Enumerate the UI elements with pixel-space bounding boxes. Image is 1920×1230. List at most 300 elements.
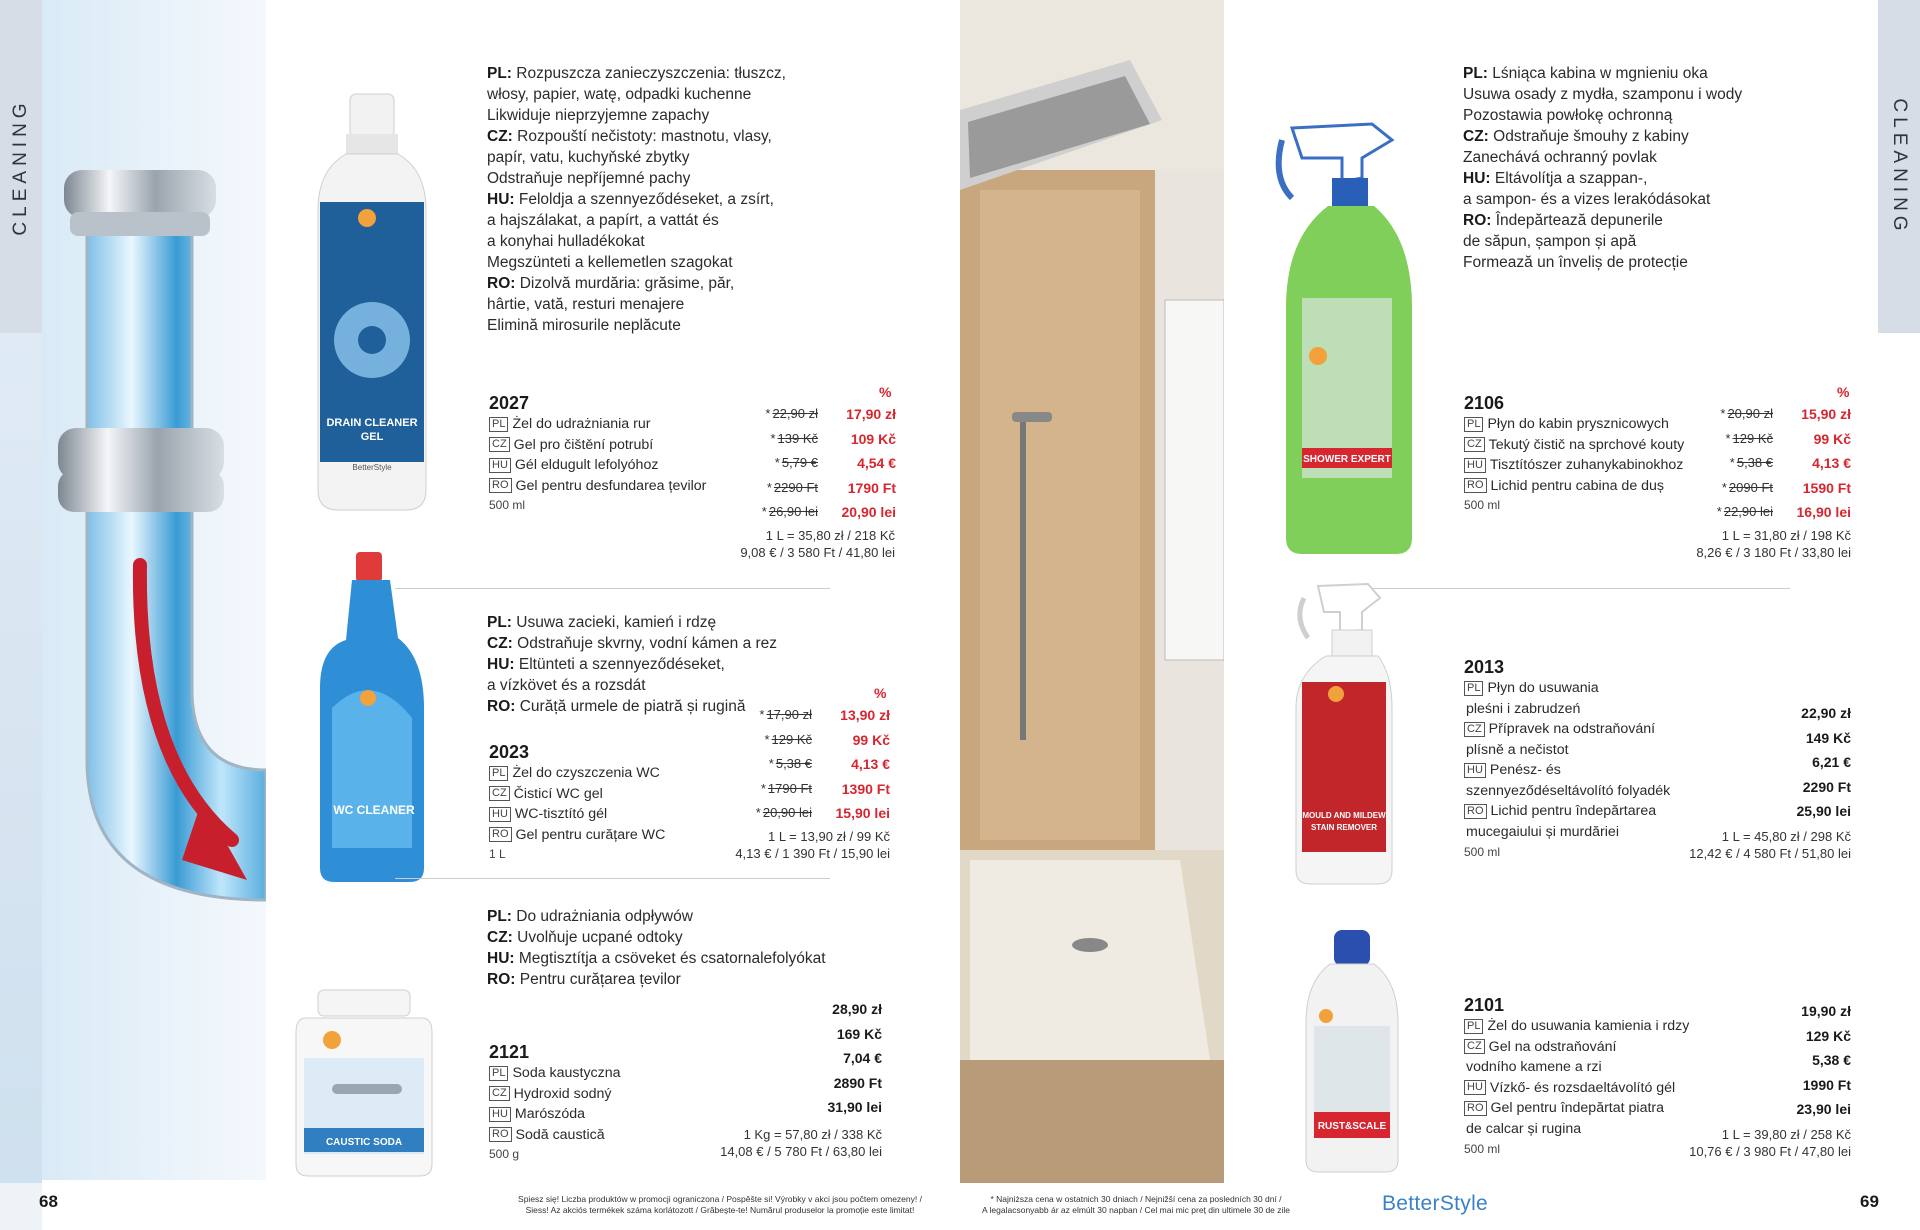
lowest-price-asterisk: * [1720, 406, 1726, 421]
product-2027-names [489, 414, 706, 496]
unit-price-line: 12,42 € / 4 580 Ft / 51,80 lei [1689, 846, 1851, 861]
product-name-row [1464, 414, 1684, 435]
price-row [1700, 999, 1851, 1024]
product-name-row [1464, 760, 1670, 781]
product-2106-description [1463, 63, 1742, 273]
price-row [740, 451, 896, 476]
promo-price: 99 Kč [1813, 430, 1851, 447]
drain-cleaner-bottle-image [312, 90, 432, 520]
price-row [1700, 701, 1851, 726]
description-text: a vízkövet és a rozsdát [487, 677, 646, 694]
pipe-illustration [42, 0, 266, 1180]
product-name: Lichid pentru îndepărtarea [1490, 803, 1657, 819]
lowest-price-asterisk: * [759, 707, 765, 722]
language-code-box: RO [1464, 478, 1487, 493]
product-2121-description [487, 906, 826, 990]
product-name: Penész- és [1489, 762, 1561, 778]
description-line [487, 210, 786, 231]
language-code-box: PL [489, 766, 508, 781]
price-row [1700, 1073, 1851, 1098]
language-code-box: RO [489, 478, 512, 493]
product-name: Vízkő- és rozsdaeltávolító gél [1489, 1079, 1676, 1096]
promo-price: 4,13 € [1812, 455, 1851, 471]
svg-text:MOULD AND MILDEW: MOULD AND MILDEW [1302, 811, 1386, 820]
language-code-box: CZ [489, 1086, 510, 1101]
product-name: Płyn do usuwania [1487, 680, 1599, 696]
footnote-line: A legalacsonyabb ár az elmúlt 30 napban / Cel mai mic preț din ultimele 30 de zile [981, 1205, 1291, 1215]
language-code-box: HU [489, 1107, 511, 1122]
description-text: Curăță urmele de piatră și rugină [519, 698, 746, 715]
price: 1990 Ft [1802, 1076, 1851, 1093]
product-name-row [1464, 435, 1684, 456]
description-line [487, 231, 786, 252]
price: 129 Kč [1805, 1027, 1851, 1044]
product-name-continuation: szennyeződéseltávolító folyadék [1466, 782, 1671, 799]
old-price: 129 Kč [771, 731, 812, 747]
brand-logo [1382, 1192, 1488, 1216]
description-text: Dizolvă murdăria: grăsime, păr, [519, 275, 735, 292]
lowest-price-asterisk: * [765, 406, 771, 421]
product-name-row [1464, 801, 1670, 822]
language-prefix: PL: [487, 65, 512, 82]
old-price: 17,90 zł [766, 707, 812, 722]
old-price: 5,38 € [775, 756, 812, 771]
description-line [487, 969, 826, 990]
product-name: Tekutý čistič na sprchové kouty [1488, 436, 1685, 453]
language-prefix: CZ: [487, 635, 513, 652]
old-price: 129 Kč [1732, 430, 1773, 446]
description-line [1463, 252, 1742, 273]
product-2121-unit-price [677, 1126, 882, 1160]
price-row [1700, 799, 1851, 824]
description-text: włosy, papier, watę, odpadki kuchenne [487, 86, 752, 103]
price: 22,90 zł [1801, 705, 1851, 721]
language-prefix: HU: [1463, 170, 1491, 187]
product-2106-volume: 500 ml [1464, 498, 1501, 512]
promo-price: 99 Kč [852, 731, 890, 748]
product-2027-volume: 500 ml [489, 498, 526, 512]
description-text: Pentru curățarea țevilor [519, 971, 681, 988]
price: 7,04 € [843, 1050, 882, 1066]
description-line [487, 189, 786, 210]
description-text: Odstraňuje skvrny, vodní kámen a rez [517, 635, 778, 652]
price-row [740, 500, 896, 525]
caustic-soda-container-image [292, 988, 436, 1178]
product-name-row [1464, 455, 1684, 476]
price-row [1697, 427, 1851, 452]
product-name-continuation: pleśni i zabrudzeń [1466, 700, 1581, 717]
old-price: 139 Kč [777, 430, 818, 446]
language-code-box: RO [489, 1127, 512, 1142]
product-2121-volume: 500 g [489, 1147, 520, 1161]
product-2023-code: 2023 [489, 742, 530, 762]
unit-price-line: 8,26 € / 3 180 Ft / 33,80 lei [1696, 545, 1851, 560]
unit-price-line: 1 L = 13,90 zł / 99 Kč [767, 829, 890, 844]
description-line [487, 126, 786, 147]
product-name-row [489, 1084, 621, 1105]
language-code-box: CZ [1464, 437, 1485, 452]
description-line [1463, 147, 1742, 168]
divider [1370, 588, 1790, 589]
footnote-line: * Najniższa cena w ostatnich 30 dniach / Nejnižší cena za posledních 30 dní / [990, 1194, 1282, 1204]
language-prefix: CZ: [487, 128, 513, 145]
description-text: Zanechává ochranný povlak [1463, 149, 1657, 166]
product-2106-names [1464, 414, 1684, 496]
description-text: Usuwa zacieki, kamień i rdzę [516, 614, 717, 631]
shower-expert-spray-image [1272, 118, 1422, 558]
unit-price-line: 10,76 € / 3 980 Ft / 47,80 lei [1689, 1144, 1851, 1159]
language-code-box: CZ [1464, 1039, 1485, 1054]
product-name-continuation: plísně a nečistot [1466, 741, 1569, 758]
promo-price: 1390 Ft [841, 780, 890, 797]
language-prefix: HU: [487, 950, 515, 967]
unit-price-line: 1 L = 39,80 zł / 258 Kč [1721, 1127, 1851, 1142]
price-row [734, 801, 890, 826]
category-tab-left [0, 0, 42, 333]
description-text: a hajszálakat, a papírt, a vattát és [487, 212, 719, 229]
price-row [734, 777, 890, 802]
product-name-row [489, 784, 665, 805]
old-price: 20,90 lei [762, 805, 812, 820]
description-text: hârtie, vată, resturi menajere [487, 296, 685, 313]
discount-percent-mark: % [879, 384, 892, 400]
promo-price: 16,90 lei [1796, 504, 1851, 520]
language-code-box: CZ [489, 786, 510, 801]
product-2023-description [487, 612, 777, 717]
language-prefix: HU: [487, 191, 515, 208]
description-line [1463, 84, 1742, 105]
price-row [1697, 476, 1851, 501]
product-2027-prices [740, 402, 896, 525]
price-row [734, 752, 890, 777]
description-line [1463, 231, 1742, 252]
language-code-box: RO [1464, 1101, 1487, 1116]
product-name-row [489, 435, 706, 456]
old-price: 22,90 zł [772, 406, 818, 421]
product-name: Lichid pentru cabina de duș [1490, 477, 1665, 494]
product-2027-unit-price [690, 527, 895, 561]
product-name-row [1464, 678, 1670, 699]
language-code-box: CZ [489, 437, 510, 452]
product-2106-unit-price [1646, 527, 1851, 561]
description-text: Pozostawia powłokę ochronną [1463, 107, 1673, 124]
description-text: a konyhai hulladékokat [487, 233, 645, 250]
product-name: WC-tisztító gél [514, 806, 608, 822]
lowest-price-asterisk: * [1716, 504, 1722, 519]
description-line [487, 84, 786, 105]
promo-price: 4,13 € [851, 756, 890, 772]
product-2101-names [1464, 1016, 1689, 1139]
language-code-box: PL [489, 417, 508, 432]
product-name: Tisztítószer zuhanykabinokhoz [1489, 457, 1684, 473]
product-2101-prices [1700, 999, 1851, 1122]
description-line [1463, 63, 1742, 84]
description-text: Eltávolítja a szappan-, [1494, 170, 1648, 187]
svg-text:STAIN REMOVER: STAIN REMOVER [1310, 823, 1378, 832]
description-line [487, 294, 786, 315]
price-row [740, 997, 882, 1022]
description-text: a sampon- és a vizes lerakódásokat [1463, 191, 1711, 208]
footnote-left [505, 1194, 935, 1216]
product-2106-prices [1697, 402, 1851, 525]
language-code-box: CZ [1464, 722, 1485, 737]
product-name: Marószóda [514, 1106, 586, 1122]
rust-scale-bottle-image [1302, 926, 1402, 1176]
description-line [487, 927, 826, 948]
product-name: Płyn do kabin prysznicowych [1487, 416, 1669, 432]
product-name: Żel do czyszczenia WC [512, 765, 660, 781]
description-line [487, 315, 786, 336]
product-2101-unit-price [1646, 1126, 1851, 1160]
product-name: Żel do usuwania kamienia i rdzy [1487, 1018, 1690, 1034]
product-name: Gel na odstraňování [1488, 1038, 1617, 1055]
description-line [487, 633, 777, 654]
product-name-continuation: de calcar și rugina [1466, 1120, 1582, 1137]
product-name: Gel pentru îndepărtat piatra [1490, 1100, 1665, 1116]
promo-price: 13,90 zł [840, 707, 890, 723]
unit-price-line: 1 L = 35,80 zł / 218 Kč [765, 528, 895, 543]
description-line [487, 147, 786, 168]
product-2027-code: 2027 [489, 393, 530, 413]
description-text: Elimină mirosurile neplăcute [487, 317, 681, 334]
product-2013-code: 2013 [1464, 657, 1505, 677]
language-prefix: RO: [487, 698, 516, 715]
product-2101-code: 2101 [1464, 995, 1505, 1015]
promo-price: 4,54 € [857, 455, 896, 471]
description-line [487, 654, 777, 675]
product-name-row [1464, 719, 1670, 740]
lowest-price-asterisk: * [755, 805, 761, 820]
product-2106-code: 2106 [1464, 393, 1505, 413]
description-text: Eltünteti a szennyeződéseket, [518, 656, 725, 673]
discount-percent-mark: % [874, 685, 887, 701]
lowest-price-asterisk: * [760, 780, 766, 796]
price-row [1700, 775, 1851, 800]
description-line [1463, 168, 1742, 189]
footnote-line: Spiesz się! Liczba produktów w promocji ograniczona / Pospěšte si! Výrobky v akci jsou počtem omezeny! / [518, 1194, 922, 1204]
description-text: Usuwa osady z mydła, szamponu i wody [1463, 86, 1743, 103]
language-code-box: PL [1464, 681, 1483, 696]
category-label: CLEANING [10, 97, 31, 236]
language-code-box: HU [1464, 458, 1486, 473]
price-row [1700, 1097, 1851, 1122]
old-price: 1790 Ft [767, 780, 812, 796]
unit-price-line: 1 Kg = 57,80 zł / 338 Kč [743, 1127, 882, 1142]
product-2121-prices [740, 997, 882, 1120]
shower-photo [960, 0, 1224, 1183]
product-name-row [489, 804, 665, 825]
product-name: Gel pro čištění potrubí [513, 436, 654, 453]
language-prefix: PL: [487, 614, 512, 631]
promo-price: 20,90 lei [841, 504, 896, 520]
promo-price: 15,90 zł [1801, 406, 1851, 422]
old-price: 22,90 lei [1723, 504, 1773, 519]
lowest-price-asterisk: * [1721, 479, 1727, 495]
description-text: Rozpuszcza zanieczyszczenia: tłuszcz, [516, 65, 786, 82]
language-prefix: PL: [487, 908, 512, 925]
svg-text:WC CLEANER: WC CLEANER [333, 803, 415, 817]
promo-price: 1590 Ft [1802, 479, 1851, 496]
product-name-row [489, 763, 665, 784]
price: 169 Kč [836, 1025, 882, 1042]
product-2023-volume: 1 L [489, 847, 506, 861]
price: 6,21 € [1812, 754, 1851, 770]
promo-price: 15,90 lei [835, 805, 890, 821]
lowest-price-asterisk: * [774, 455, 780, 470]
product-2023-prices [734, 703, 890, 826]
price-row [740, 1095, 882, 1120]
language-prefix: RO: [1463, 212, 1492, 229]
price: 2290 Ft [1802, 778, 1851, 795]
price: 23,90 lei [1796, 1101, 1851, 1117]
lowest-price-asterisk: * [1729, 455, 1735, 470]
product-name-row [489, 476, 706, 497]
description-text: Do udrażniania odpływów [516, 908, 693, 925]
product-name: Gel pentru curățare WC [515, 826, 666, 843]
svg-text:DRAIN CLEANER: DRAIN CLEANER [326, 417, 418, 429]
description-text: Megszünteti a kellemetlen szagokat [487, 254, 733, 271]
product-name-row [489, 455, 706, 476]
language-code-box: RO [489, 827, 512, 842]
price-row [1697, 402, 1851, 427]
price-row [734, 703, 890, 728]
language-code-box: HU [489, 458, 511, 473]
description-text: Odstraňuje nepříjemné pachy [487, 170, 691, 187]
product-2013-unit-price [1646, 828, 1851, 862]
price-row [1697, 451, 1851, 476]
product-name: Sodă caustică [515, 1126, 605, 1143]
description-line [487, 906, 826, 927]
lowest-price-asterisk: * [768, 756, 774, 771]
footnote-right [966, 1194, 1306, 1216]
description-text: Likwiduje nieprzyjemne zapachy [487, 107, 710, 124]
price-row [740, 1022, 882, 1047]
svg-text:SHOWER EXPERT: SHOWER EXPERT [1303, 454, 1391, 465]
description-text: Rozpouští nečistoty: mastnotu, vlasy, [517, 128, 772, 145]
description-line [487, 105, 786, 126]
description-text: papír, vatu, kuchyňské zbytky [487, 149, 690, 166]
product-name-row [1464, 476, 1684, 497]
language-prefix: CZ: [1463, 128, 1489, 145]
price: 2890 Ft [833, 1074, 882, 1091]
description-text: Odstraňuje šmouhy z kabiny [1493, 128, 1689, 145]
price-row [740, 1046, 882, 1071]
lowest-price-asterisk: * [761, 504, 767, 519]
promo-price: 1790 Ft [847, 479, 896, 496]
product-name-continuation: vodního kamene a rzi [1466, 1059, 1602, 1075]
product-name-row [489, 825, 665, 846]
language-prefix: PL: [1463, 65, 1488, 82]
price-row [740, 427, 896, 452]
unit-price-line: 9,08 € / 3 580 Ft / 41,80 lei [740, 545, 895, 560]
language-code-box: HU [1464, 763, 1486, 778]
wc-cleaner-bottle-image [312, 548, 432, 888]
price-row [740, 476, 896, 501]
discount-percent-mark: % [1837, 384, 1850, 400]
price-row [1700, 1024, 1851, 1049]
product-name-row [1464, 1037, 1689, 1058]
description-line [487, 948, 826, 969]
product-name-row [1464, 1078, 1689, 1099]
product-name-row [489, 414, 706, 435]
product-name-row [489, 1104, 621, 1125]
language-prefix: CZ: [487, 929, 513, 946]
unit-price-line: 1 L = 45,80 zł / 298 Kč [1721, 829, 1851, 844]
price: 149 Kč [1805, 729, 1851, 746]
description-line [487, 612, 777, 633]
product-2121-names [489, 1063, 621, 1145]
price-row [740, 402, 896, 427]
price-row [1700, 1048, 1851, 1073]
product-2013-prices [1700, 701, 1851, 824]
product-name-continuation: mucegaiului și murdăriei [1466, 823, 1619, 840]
page-number-right: 69 [1860, 1192, 1879, 1211]
old-price: 5,79 € [781, 455, 818, 470]
svg-text:RUST&SCALE: RUST&SCALE [1317, 1121, 1387, 1132]
description-line [487, 675, 777, 696]
product-2023-names [489, 763, 665, 845]
lowest-price-asterisk: * [766, 479, 772, 495]
language-code-box: PL [1464, 417, 1483, 432]
lowest-price-asterisk: * [1725, 430, 1731, 446]
product-2121-code: 2121 [489, 1042, 530, 1062]
lowest-price-asterisk: * [770, 430, 776, 446]
svg-text:BetterStyle: BetterStyle [352, 463, 392, 472]
price-row [1700, 726, 1851, 751]
description-line [487, 168, 786, 189]
description-text: Feloldja a szennyeződéseket, a zsírt, [518, 191, 774, 208]
brand-logo-text: BetterStyle [1382, 1192, 1489, 1215]
unit-price-line: 1 L = 31,80 zł / 198 Kč [1721, 528, 1851, 543]
mould-remover-spray-image [1288, 578, 1398, 888]
product-2101-volume: 500 ml [1464, 1142, 1501, 1156]
product-2023-unit-price [685, 828, 890, 862]
price: 31,90 lei [827, 1099, 882, 1115]
product-name: Soda kaustyczna [512, 1065, 621, 1081]
description-text: Îndepărtează depunerile [1495, 212, 1663, 229]
unit-price-line: 4,13 € / 1 390 Ft / 15,90 lei [735, 846, 890, 861]
language-code-box: PL [1464, 1019, 1483, 1034]
old-price: 2090 Ft [1728, 479, 1773, 495]
product-name-row [489, 1125, 621, 1146]
language-prefix: RO: [487, 275, 516, 292]
product-2013-volume: 500 ml [1464, 845, 1501, 859]
product-name: Gel pentru desfundarea țevilor [515, 477, 707, 494]
product-name-row [1464, 1098, 1689, 1119]
price-row [1697, 500, 1851, 525]
language-prefix: HU: [487, 656, 515, 673]
old-price: 2290 Ft [773, 479, 818, 495]
old-price: 5,38 € [1736, 455, 1773, 470]
product-name: Żel do udrażniania rur [512, 416, 651, 432]
language-code-box: HU [1464, 1080, 1486, 1095]
description-text: Lśniąca kabina w mgnieniu oka [1492, 65, 1708, 82]
price-row [734, 728, 890, 753]
category-tab-right [1878, 0, 1920, 333]
description-text: Megtisztítja a csöveket és csatornalefolyókat [518, 950, 826, 967]
divider [395, 588, 830, 589]
product-2027-description [487, 63, 786, 336]
language-prefix: RO: [487, 971, 516, 988]
page-number-left: 68 [39, 1192, 58, 1211]
price: 28,90 zł [832, 1001, 882, 1017]
description-text: Uvolňuje ucpané odtoky [517, 929, 683, 946]
description-line [487, 63, 786, 84]
price-row [740, 1071, 882, 1096]
product-name: Gél eldugult lefolyóhoz [514, 457, 659, 473]
footnote-line: Siess! Az akciós termékek száma korlátozott / Grăbește-te! Numărul produselor la promoție este limitat! [525, 1205, 915, 1215]
description-line [1463, 189, 1742, 210]
